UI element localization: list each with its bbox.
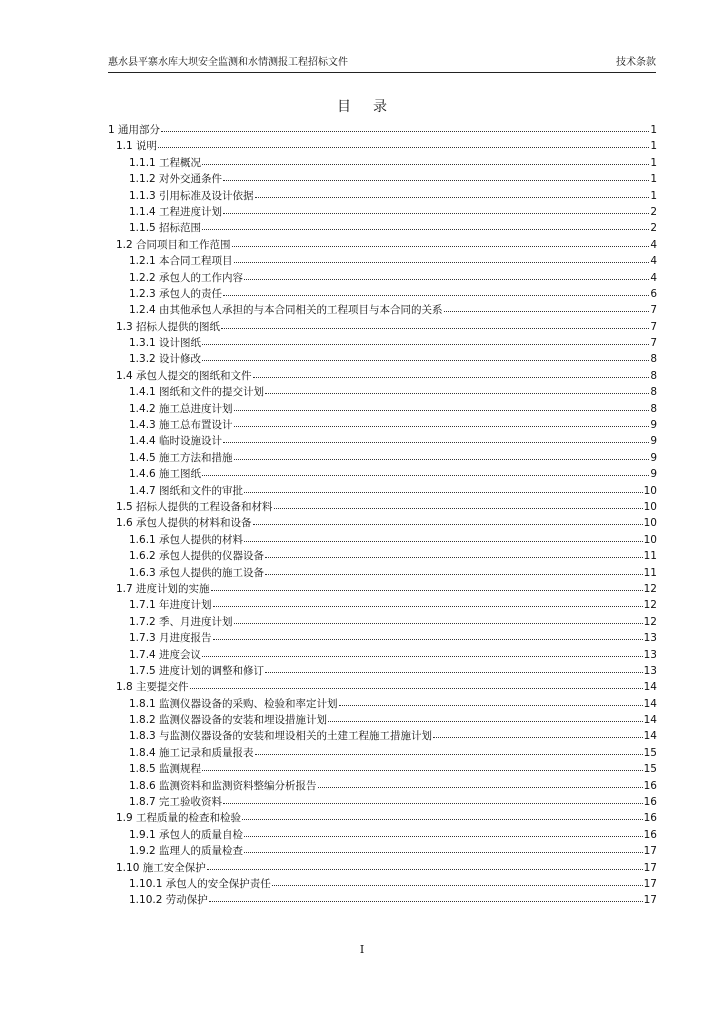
- toc-entry-page: 10: [643, 517, 657, 530]
- toc-dot-leader: [202, 154, 649, 166]
- toc-entry-page: 4: [650, 255, 657, 268]
- toc-dot-leader: [202, 334, 649, 346]
- toc-entry-title: 1.8 主要提交件: [116, 681, 189, 694]
- toc-entry-page: 10: [643, 484, 657, 497]
- toc-entry[interactable]: [108, 564, 657, 580]
- toc-dot-leader: [265, 547, 643, 559]
- toc-entry-page: 8: [650, 353, 657, 366]
- toc-entry-title: 1.10.1 承包人的安全保护责任: [129, 877, 271, 890]
- toc-entry-page: 17: [643, 894, 657, 907]
- toc-entry[interactable]: [108, 269, 657, 285]
- toc-entry[interactable]: [108, 285, 657, 301]
- toc-entry[interactable]: [108, 891, 657, 907]
- toc-dot-leader: [272, 875, 643, 887]
- toc-entry[interactable]: [108, 383, 657, 399]
- toc-dot-leader: [253, 514, 643, 526]
- toc-entry[interactable]: [108, 826, 657, 842]
- page-header: [108, 52, 656, 73]
- toc-entry-title: 1.7.1 年进度计划: [129, 599, 212, 612]
- toc-dot-leader: [265, 383, 649, 395]
- toc-entry-page: 4: [650, 271, 657, 284]
- header-document-title: 惠水县平寨水库大坝安全监测和水情测报工程招标文件: [108, 57, 348, 68]
- toc-dot-leader: [202, 646, 643, 658]
- toc-dot-leader: [444, 301, 650, 313]
- toc-dot-leader: [158, 137, 649, 149]
- toc-entry-title: 1.2.2 承包人的工作内容: [129, 271, 244, 284]
- toc-entry[interactable]: [108, 465, 657, 481]
- toc-entry-title: 1.1.4 工程进度计划: [129, 205, 223, 218]
- toc-entry[interactable]: [108, 809, 657, 825]
- toc-entry-title: 1.6.3 承包人提供的施工设备: [129, 566, 265, 579]
- toc-entry-page: 1: [650, 189, 657, 202]
- toc-dot-leader: [244, 531, 643, 543]
- toc-entry-title: 1.7.3 月进度报告: [129, 632, 212, 645]
- toc-entry-page: 9: [650, 435, 657, 448]
- toc-entry[interactable]: [108, 613, 657, 629]
- toc-dot-leader: [265, 564, 643, 576]
- toc-dot-leader: [161, 121, 649, 133]
- toc-dot-leader: [202, 350, 649, 362]
- toc-dot-leader: [223, 432, 649, 444]
- toc-entry-title: 1.1.1 工程概况: [129, 156, 202, 169]
- toc-entry-title: 1.1.3 引用标准及设计依据: [129, 189, 254, 202]
- toc-entry-title: 1.2.1 本合同工程项目: [129, 255, 233, 268]
- toc-entry[interactable]: [108, 629, 657, 645]
- toc-dot-leader: [339, 695, 643, 707]
- toc-dot-leader: [223, 793, 643, 805]
- toc-entry-page: 14: [643, 730, 657, 743]
- toc-entry-page: 2: [650, 205, 657, 218]
- toc-dot-leader: [207, 859, 643, 871]
- toc-entry-title: 1.2 合同项目和工作范围: [116, 238, 231, 251]
- toc-dot-leader: [328, 711, 643, 723]
- toc-dot-leader: [234, 400, 650, 412]
- toc-entry[interactable]: [108, 646, 657, 662]
- toc-entry-page: 13: [643, 648, 657, 661]
- toc-entry-title: 1.1 说明: [116, 140, 158, 153]
- toc-entry[interactable]: [108, 662, 657, 678]
- toc-entry-title: 1.10 施工安全保护: [116, 861, 206, 874]
- toc-entry-title: 1.8.4 施工记录和质量报表: [129, 746, 254, 759]
- toc-entry-page: 11: [643, 550, 657, 563]
- toc-entry-page: 13: [643, 632, 657, 645]
- toc-entry-title: 1.1.2 对外交通条件: [129, 173, 223, 186]
- toc-entry-page: 7: [650, 337, 657, 350]
- page-number: I: [359, 943, 365, 956]
- toc-entry[interactable]: [108, 301, 657, 317]
- toc-entry-page: 16: [643, 796, 657, 809]
- toc-dot-leader: [202, 760, 643, 772]
- toc-entry-title: 1.8.7 完工验收资料: [129, 796, 223, 809]
- toc-entry-title: 1.4.7 图纸和文件的审批: [129, 484, 244, 497]
- toc-entry-title: 1.6.2 承包人提供的仪器设备: [129, 550, 265, 563]
- toc-entry-page: 1: [650, 173, 657, 186]
- toc-entry-page: 14: [643, 697, 657, 710]
- toc-dot-leader: [234, 252, 650, 264]
- toc-entry-page: 13: [643, 664, 657, 677]
- toc-dot-leader: [213, 629, 643, 641]
- toc-entry-title: 1.3.1 设计图纸: [129, 337, 202, 350]
- toc-entry[interactable]: [108, 859, 657, 875]
- toc-entry-title: 1.4.2 施工总进度计划: [129, 402, 233, 415]
- toc-entry-page: 7: [650, 304, 657, 317]
- toc-dot-leader: [244, 842, 643, 854]
- toc-dot-leader: [242, 809, 643, 821]
- toc-entry[interactable]: [108, 727, 657, 743]
- table-of-contents: [108, 121, 657, 908]
- toc-entry[interactable]: [108, 875, 657, 891]
- toc-entry[interactable]: [108, 137, 657, 153]
- toc-entry-title: 1.3.2 设计修改: [129, 353, 202, 366]
- toc-entry[interactable]: [108, 531, 657, 547]
- toc-entry-title: 1.10.2 劳动保护: [129, 894, 208, 907]
- toc-entry-title: 1.1.5 招标范围: [129, 222, 202, 235]
- toc-entry[interactable]: [108, 744, 657, 760]
- toc-entry[interactable]: [108, 482, 657, 498]
- toc-entry[interactable]: [108, 236, 657, 252]
- toc-entry-page: 10: [643, 500, 657, 513]
- toc-entry-page: 17: [643, 877, 657, 890]
- toc-dot-leader: [255, 744, 643, 756]
- toc-dot-leader: [209, 891, 643, 903]
- toc-entry-title: 1.7.5 进度计划的调整和修订: [129, 664, 265, 677]
- toc-entry-page: 10: [643, 533, 657, 546]
- toc-dot-leader: [234, 449, 650, 461]
- toc-entry-page: 14: [643, 714, 657, 727]
- toc-entry-page: 1: [650, 140, 657, 153]
- toc-entry-page: 7: [650, 320, 657, 333]
- toc-entry-page: 12: [643, 615, 657, 628]
- toc-dot-leader: [223, 170, 649, 182]
- toc-entry-title: 1.8.5 监测规程: [129, 763, 202, 776]
- toc-dot-leader: [223, 203, 649, 215]
- toc-dot-leader: [244, 482, 643, 494]
- toc-entry-page: 1: [650, 124, 657, 136]
- toc-entry[interactable]: [108, 580, 657, 596]
- toc-entry-page: 8: [650, 386, 657, 399]
- toc-dot-leader: [265, 662, 643, 674]
- toc-entry-page: 2: [650, 222, 657, 235]
- toc-entry-title: 1.4.5 施工方法和措施: [129, 451, 233, 464]
- toc-entry[interactable]: [108, 793, 657, 809]
- toc-dot-leader: [211, 580, 643, 592]
- toc-entry-title: 1.4.3 施工总布置设计: [129, 419, 233, 432]
- toc-entry-page: 8: [650, 402, 657, 415]
- toc-entry[interactable]: [108, 154, 657, 170]
- toc-entry-title: 1.9 工程质量的检查和检验: [116, 812, 242, 825]
- toc-entry-page: 9: [650, 419, 657, 432]
- toc-entry[interactable]: [108, 170, 657, 186]
- toc-entry-title: 1.7.2 季、月进度计划: [129, 615, 233, 628]
- toc-entry[interactable]: [108, 711, 657, 727]
- toc-entry-title: 1.8.3 与监测仪器设备的安装和埋设相关的土建工程施工措施计划: [129, 730, 433, 743]
- header-section-name: 技术条款: [616, 57, 656, 68]
- toc-dot-leader: [244, 826, 643, 838]
- toc-entry-title: 1.9.2 监理人的质量检查: [129, 845, 244, 858]
- toc-entry[interactable]: [108, 596, 657, 612]
- toc-entry[interactable]: [108, 842, 657, 858]
- toc-entry-title: 1.4.4 临时设施设计: [129, 435, 223, 448]
- toc-dot-leader: [202, 465, 649, 477]
- toc-entry[interactable]: [108, 416, 657, 432]
- toc-entry[interactable]: [108, 219, 657, 235]
- toc-entry[interactable]: [108, 252, 657, 268]
- toc-dot-leader: [253, 367, 650, 379]
- toc-entry-page: 17: [643, 845, 657, 858]
- toc-dot-leader: [234, 613, 643, 625]
- toc-entry-page: 15: [643, 763, 657, 776]
- toc-dot-leader: [223, 285, 649, 297]
- toc-entry-title: 1.8.1 监测仪器设备的采购、检验和率定计划: [129, 697, 338, 710]
- toc-entry-page: 9: [650, 468, 657, 481]
- toc-entry-page: 14: [643, 681, 657, 694]
- toc-dot-leader: [202, 219, 649, 231]
- toc-entry-title: 1.2.3 承包人的责任: [129, 287, 223, 300]
- toc-entry-title: 1.6.1 承包人提供的材料: [129, 533, 244, 546]
- toc-dot-leader: [234, 416, 650, 428]
- toc-entry[interactable]: [108, 400, 657, 416]
- toc-entry-page: 16: [643, 828, 657, 841]
- toc-entry-title: 1.7 进度计划的实施: [116, 582, 210, 595]
- toc-dot-leader: [213, 596, 643, 608]
- toc-entry[interactable]: [108, 547, 657, 563]
- toc-dot-leader: [221, 318, 649, 330]
- toc-dot-leader: [255, 187, 650, 199]
- toc-entry[interactable]: [108, 187, 657, 203]
- toc-entry-title: 1.4.6 施工图纸: [129, 468, 202, 481]
- toc-entry-page: 4: [650, 238, 657, 251]
- toc-entry-title: 1.4 承包人提交的图纸和文件: [116, 369, 252, 382]
- toc-entry[interactable]: [108, 695, 657, 711]
- toc-entry-page: 6: [650, 287, 657, 300]
- toc-entry[interactable]: [108, 432, 657, 448]
- toc-entry[interactable]: [108, 498, 657, 514]
- toc-entry-page: 11: [643, 566, 657, 579]
- toc-entry-page: 12: [643, 582, 657, 595]
- toc-entry[interactable]: [108, 367, 657, 383]
- toc-title: 目录: [337, 99, 409, 115]
- toc-entry-title: 1.8.2 监测仪器设备的安装和埋设措施计划: [129, 714, 328, 727]
- toc-entry[interactable]: [108, 760, 657, 776]
- toc-entry-page: 16: [643, 812, 657, 825]
- toc-entry-title: 1.8.6 监测资料和监测资料整编分析报告: [129, 779, 317, 792]
- toc-entry-page: 12: [643, 599, 657, 612]
- toc-entry[interactable]: [108, 318, 657, 334]
- toc-entry-title: 1.3 招标人提供的图纸: [116, 320, 221, 333]
- toc-entry-title: 1.5 招标人提供的工程设备和材料: [116, 500, 273, 513]
- toc-dot-leader: [244, 269, 649, 281]
- toc-entry-page: 9: [650, 451, 657, 464]
- toc-dot-leader: [318, 777, 643, 789]
- toc-dot-leader: [190, 678, 643, 690]
- toc-entry[interactable]: [108, 777, 657, 793]
- toc-entry[interactable]: [108, 449, 657, 465]
- toc-entry[interactable]: [108, 334, 657, 350]
- toc-entry-title: 1 通用部分: [108, 124, 161, 136]
- toc-entry-title: 1.2.4 由其他承包人承担的与本合同相关的工程项目与本合同的关系: [129, 304, 443, 317]
- toc-entry[interactable]: [108, 678, 657, 694]
- toc-entry-page: 1: [650, 156, 657, 169]
- toc-dot-leader: [433, 727, 643, 739]
- toc-entry-page: 17: [643, 861, 657, 874]
- toc-entry-title: 1.6 承包人提供的材料和设备: [116, 517, 252, 530]
- toc-dot-leader: [232, 236, 650, 248]
- toc-entry-page: 16: [643, 779, 657, 792]
- toc-entry[interactable]: [108, 203, 657, 219]
- toc-entry[interactable]: [108, 514, 657, 530]
- toc-dot-leader: [274, 498, 643, 510]
- toc-entry-title: 1.7.4 进度会议: [129, 648, 202, 661]
- toc-entry-page: 15: [643, 746, 657, 759]
- toc-entry-title: 1.9.1 承包人的质量自检: [129, 828, 244, 841]
- toc-entry-page: 8: [650, 369, 657, 382]
- toc-entry[interactable]: [108, 350, 657, 366]
- toc-entry[interactable]: [108, 121, 657, 137]
- toc-entry-title: 1.4.1 图纸和文件的提交计划: [129, 386, 265, 399]
